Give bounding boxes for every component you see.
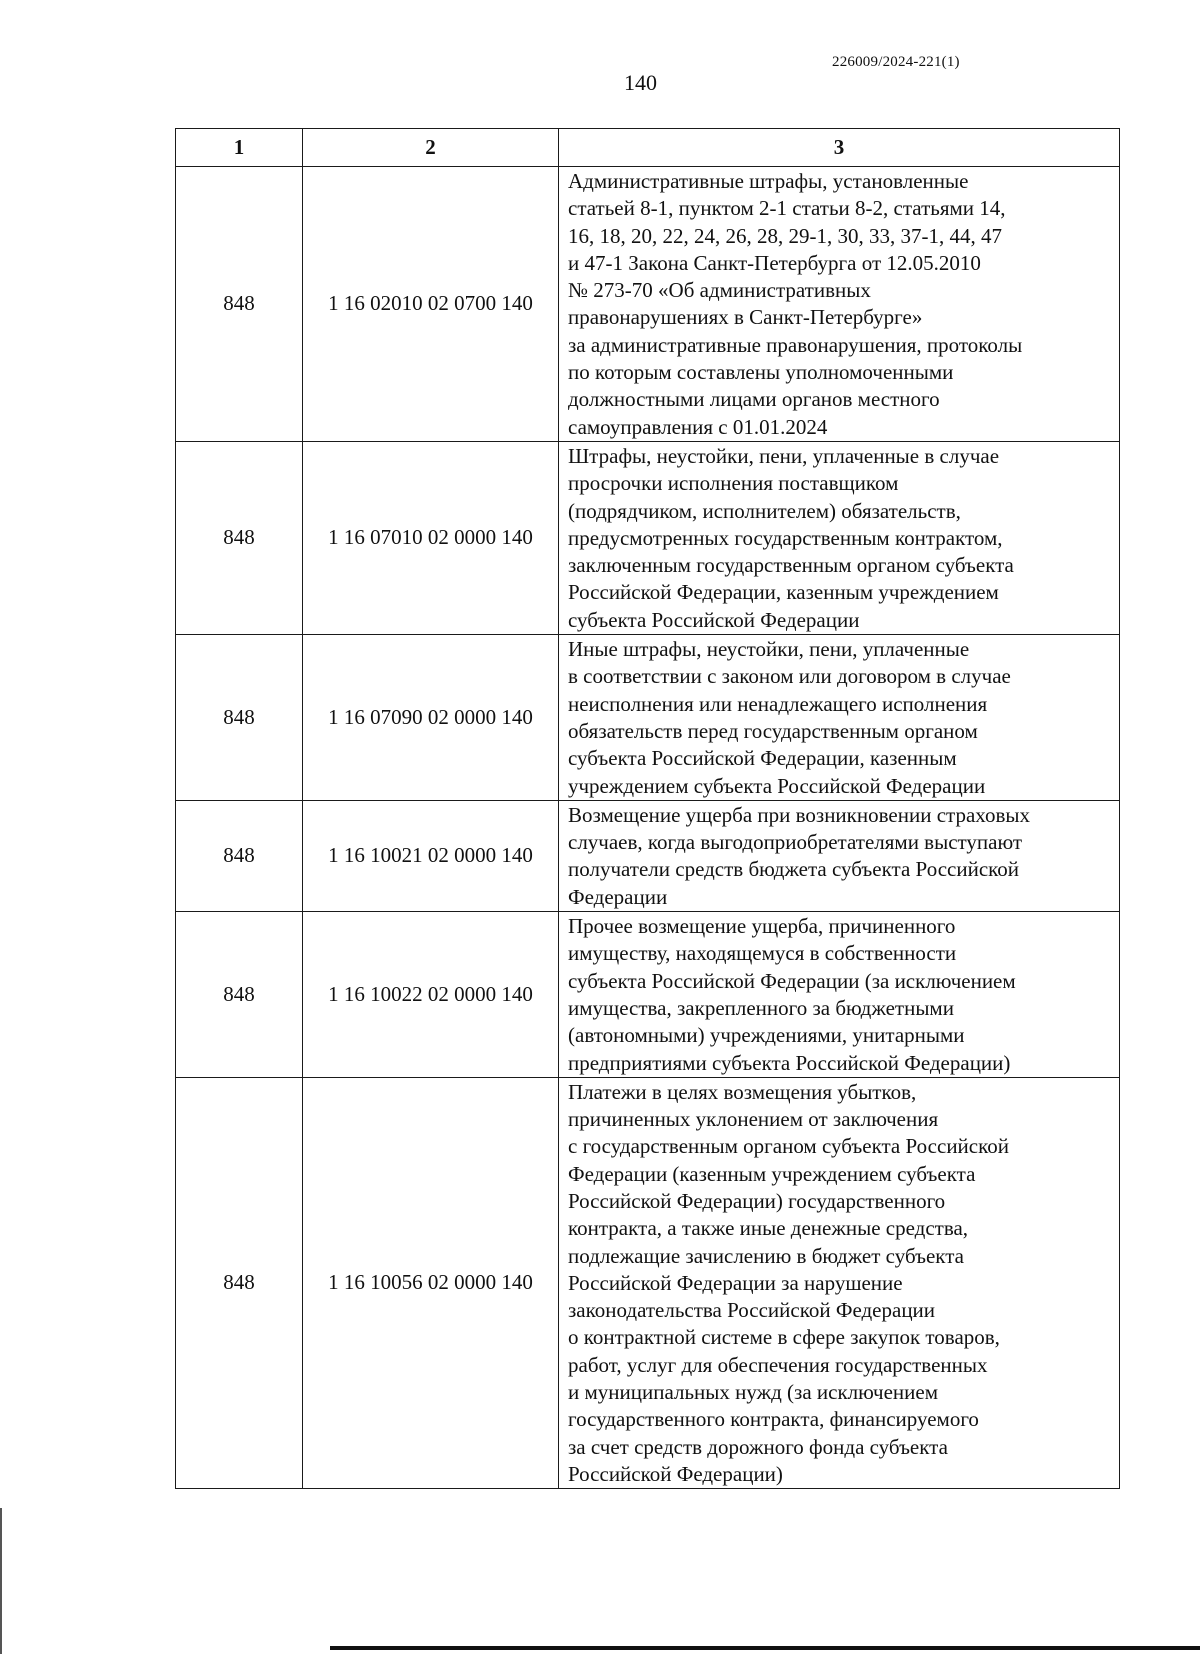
column-header-1: 1 [176,129,303,167]
table-row [176,912,1120,1078]
page-number: 140 [624,70,657,95]
admin-code-cell: 848 [176,441,303,634]
table-row [176,167,1120,442]
document-registration-code: 226009/2024-221(1) [832,54,960,70]
revenue-description-cell: Штрафы, неустойки, пени, уплаченные в случае просрочки исполнения поставщиком (подрядчиком, исполнителем) обязательств, предусмотренных государственным контрактом, заключенным государственным органом субъекта Российской Федерации, казенным учреждением субъекта Российской Федерации [559,441,1120,634]
table-header-row [176,129,1120,167]
table-row [176,1077,1120,1488]
revenue-description-cell: Иные штрафы, неустойки, пени, уплаченные в соответствии с законом или договором в случае неисполнения или ненадлежащего исполнения обязательств перед государственным органом субъекта Российской Федерации, казенным учреждением субъекта Российской Федерации [559,635,1120,801]
admin-code-cell: 848 [176,167,303,442]
revenue-description-cell: Прочее возмещение ущерба, причиненного имуществу, находящемуся в собственности субъекта Российской Федерации (за исключением имущества, закрепленного за бюджетными (автономными) учреждениями, унитарными предприятиями субъекта Российской Федерации) [559,912,1120,1078]
admin-code-cell: 848 [176,800,303,911]
revenue-description-cell: Возмещение ущерба при возникновении страховых случаев, когда выгодоприобретателями выступают получатели средств бюджета субъекта Российской Федерации [559,800,1120,911]
revenue-description-cell: Административные штрафы, установленные статьей 8-1, пунктом 2-1 статьи 8-2, статьями 14, 16, 18, 20, 22, 24, 26, 28, 29-1, 30, 33, 37-1, 44, 47 и 47-1 Закона Санкт-Петербурга от 12.05.2010 № 273-70 «Об административных правонарушениях в Санкт-Петербурге» за административные правонарушения, протоколы по которым составлены уполномоченными должностными лицами органов местного самоуправления с 01.01.2024 [559,167,1120,442]
admin-code-cell: 848 [176,1077,303,1488]
column-header-2: 2 [303,129,559,167]
budget-codes-table [175,128,1120,1489]
scan-edge-line [0,1508,2,1654]
admin-code-cell: 848 [176,912,303,1078]
table-row [176,800,1120,911]
budget-classification-code-cell: 1 16 10021 02 0000 140 [303,800,559,911]
admin-code-cell: 848 [176,635,303,801]
budget-classification-code-cell: 1 16 07090 02 0000 140 [303,635,559,801]
budget-classification-code-cell: 1 16 10056 02 0000 140 [303,1077,559,1488]
budget-classification-code-cell: 1 16 02010 02 0700 140 [303,167,559,442]
table-row [176,635,1120,801]
revenue-description-cell: Платежи в целях возмещения убытков, причиненных уклонением от заключения с государственным органом субъекта Российской Федерации (казенным учреждением субъекта Российской Федерации) государственного контракта, а также иные денежные средства, подлежащие зачислению в бюджет субъекта Российской Федерации за нарушение законодательства Российской Федерации о контрактной системе в сфере закупок товаров, работ, услуг для обеспечения государственных и муниципальных нужд (за исключением государственного контракта, финансируемого за счет средств дорожного фонда субъекта Российской Федерации) [559,1077,1120,1488]
table-row [176,441,1120,634]
column-header-3: 3 [559,129,1120,167]
budget-classification-code-cell: 1 16 10022 02 0000 140 [303,912,559,1078]
budget-classification-code-cell: 1 16 07010 02 0000 140 [303,441,559,634]
scan-bottom-rule [330,1646,1200,1650]
